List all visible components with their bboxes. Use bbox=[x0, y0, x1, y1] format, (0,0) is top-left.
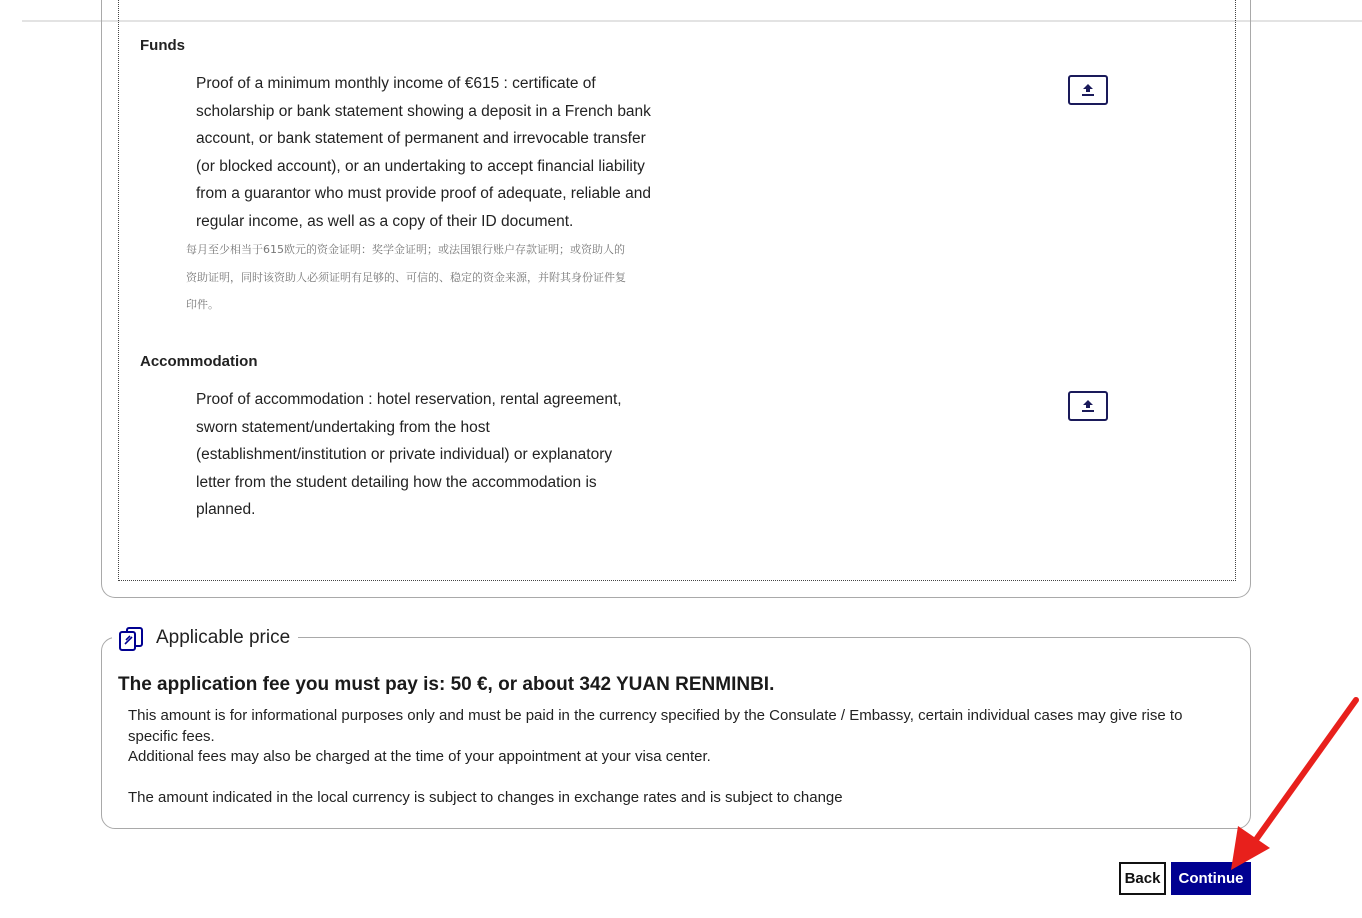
fee-additional-text: Additional fees may also be charged at the time of your appointment at your visa center. bbox=[128, 748, 711, 765]
funds-line: account, or bank statement of permanent and irrevocable transfer bbox=[196, 130, 646, 147]
funds-line: Proof of a minimum monthly income of €615 : certificate of bbox=[196, 75, 596, 92]
continue-button[interactable]: Continue bbox=[1171, 862, 1251, 895]
funds-upload-button[interactable] bbox=[1068, 75, 1108, 105]
funds-line: from a guarantor who must provide proof of adequate, reliable and bbox=[196, 185, 651, 202]
upload-icon bbox=[1080, 83, 1096, 97]
back-button[interactable]: Back bbox=[1119, 862, 1166, 895]
funds-line: (or blocked account), or an undertaking to accept financial liability bbox=[196, 157, 645, 175]
funds-line: regular income, as well as a copy of their ID document. bbox=[196, 212, 574, 230]
accommodation-line: letter from the student detailing how the accommodation is bbox=[196, 473, 597, 491]
applicable-price-label: Applicable price bbox=[156, 627, 291, 648]
fee-exchange-text: The amount indicated in the local currency is subject to changes in exchange rates and is subject to change bbox=[128, 789, 843, 806]
funds-cn-line: 每月至少相当于615欧元的资金证明：奖学金证明；或法国银行账户存款证明；或资助人的 bbox=[186, 243, 625, 256]
accommodation-upload-button[interactable] bbox=[1068, 391, 1108, 421]
funds-line: scholarship or bank statement showing a deposit in a French bank bbox=[196, 102, 651, 120]
upload-icon bbox=[1080, 399, 1096, 413]
funds-description bbox=[196, 70, 651, 235]
copy-documents-icon bbox=[116, 623, 146, 653]
funds-title: Funds bbox=[140, 37, 185, 54]
accommodation-line: (establishment/institution or private individual) or explanatory bbox=[196, 446, 613, 463]
fee-info-text: This amount is for informational purposes only and must be paid in the currency specified by the Consulate / Embassy, certain individual cases may give rise to specific fees. bbox=[128, 707, 1183, 745]
funds-cn-line: 印件。 bbox=[186, 298, 219, 311]
fee-headline: The application fee you must pay is: 50 €, or about 342 YUAN RENMINBI. bbox=[118, 674, 775, 695]
accommodation-line: planned. bbox=[196, 501, 256, 518]
accommodation-line: sworn statement/undertaking from the host bbox=[196, 418, 490, 436]
funds-cn-line: 资助证明，同时该资助人必须证明有足够的、可信的、稳定的资金来源，并附其身份证件复 bbox=[186, 270, 626, 284]
accommodation-description bbox=[196, 386, 622, 524]
accommodation-title: Accommodation bbox=[140, 353, 258, 370]
funds-chinese-translation bbox=[186, 236, 696, 319]
applicable-price-legend bbox=[112, 620, 298, 656]
accommodation-line: Proof of accommodation : hotel reservation, rental agreement, bbox=[196, 391, 622, 408]
